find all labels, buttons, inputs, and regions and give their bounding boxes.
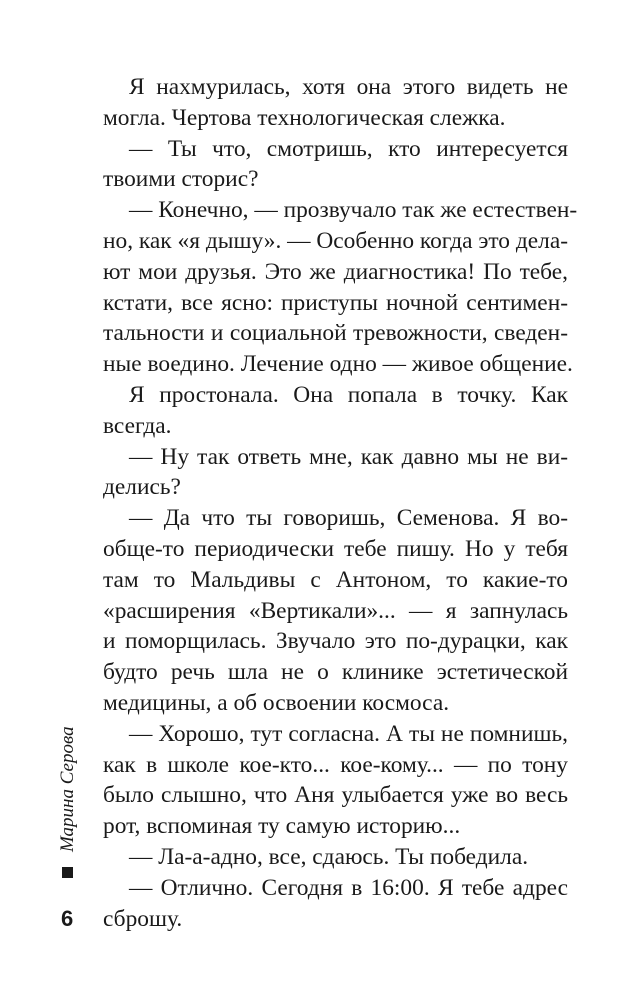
text-line: ют мои друзья. Это же диагностика! По тебе, [103,258,568,285]
text-line: Я нахмурилась, хотя она этого видеть не [129,74,568,100]
text-line: — Да что ты говоришь, Семенова. Я во- [129,505,568,532]
text-line: — Ну так ответь мне, как давно мы не ви- [129,443,568,470]
text-line: делись? [103,474,181,501]
text-line: — Ты что, смотришь, кто интересуется [129,135,568,162]
text-line: кстати, все ясно: приступы ночной сентимен- [103,289,568,316]
text-line: и поморщилась. Звучало это по-дурацки, как [103,628,568,655]
text-line: там то Мальдивы с Антоном, то какие-то [103,566,568,593]
text-line: рот, вспоминая ту самую историю... [103,813,461,840]
page-number: 6 [61,906,74,931]
text-line: тальности и социальной тревожности, сведен- [103,320,568,347]
text-line: — Ла-а-адно, все, сдаюсь. Ты победила. [129,843,529,870]
text-line: обще-то периодически тебе пишу. Но у тебя [103,535,568,562]
text-line: было слышно, что Аня улыбается уже во весь [103,782,568,809]
body-text [103,72,578,934]
text-line: всегда. [103,412,172,439]
text-line: ные воедино. Лечение одно — живое общение. [103,351,573,378]
square-marker-icon [62,867,73,878]
text-line: как в школе кое-кто... кое-кому... — по тону [103,751,568,778]
text-line: «расширения «Вертикали»... — я запнулась [103,597,568,624]
text-line: Я простонала. Она попала в точку. Как [129,381,568,408]
text-line: сброшу. [103,905,183,932]
text-line: — Отлично. Сегодня в 16:00. Я тебе адрес [129,874,568,901]
text-line: но, как «я дышу». — Особенно когда это дела- [103,227,568,254]
text-line: — Хорошо, тут согласна. А ты не помнишь, [129,720,568,747]
text-line: будто речь шла не о клинике эстетической [103,659,568,686]
text-line: твоими сторис? [103,166,259,193]
text-line: медицины, а об освоении космоса. [103,689,450,716]
text-line: могла. Чертова технологическая слежка. [103,104,506,131]
text-line: — Конечно, — прозвучало так же естествен- [129,197,578,224]
author-running-head: Марина Серова [57,726,78,852]
